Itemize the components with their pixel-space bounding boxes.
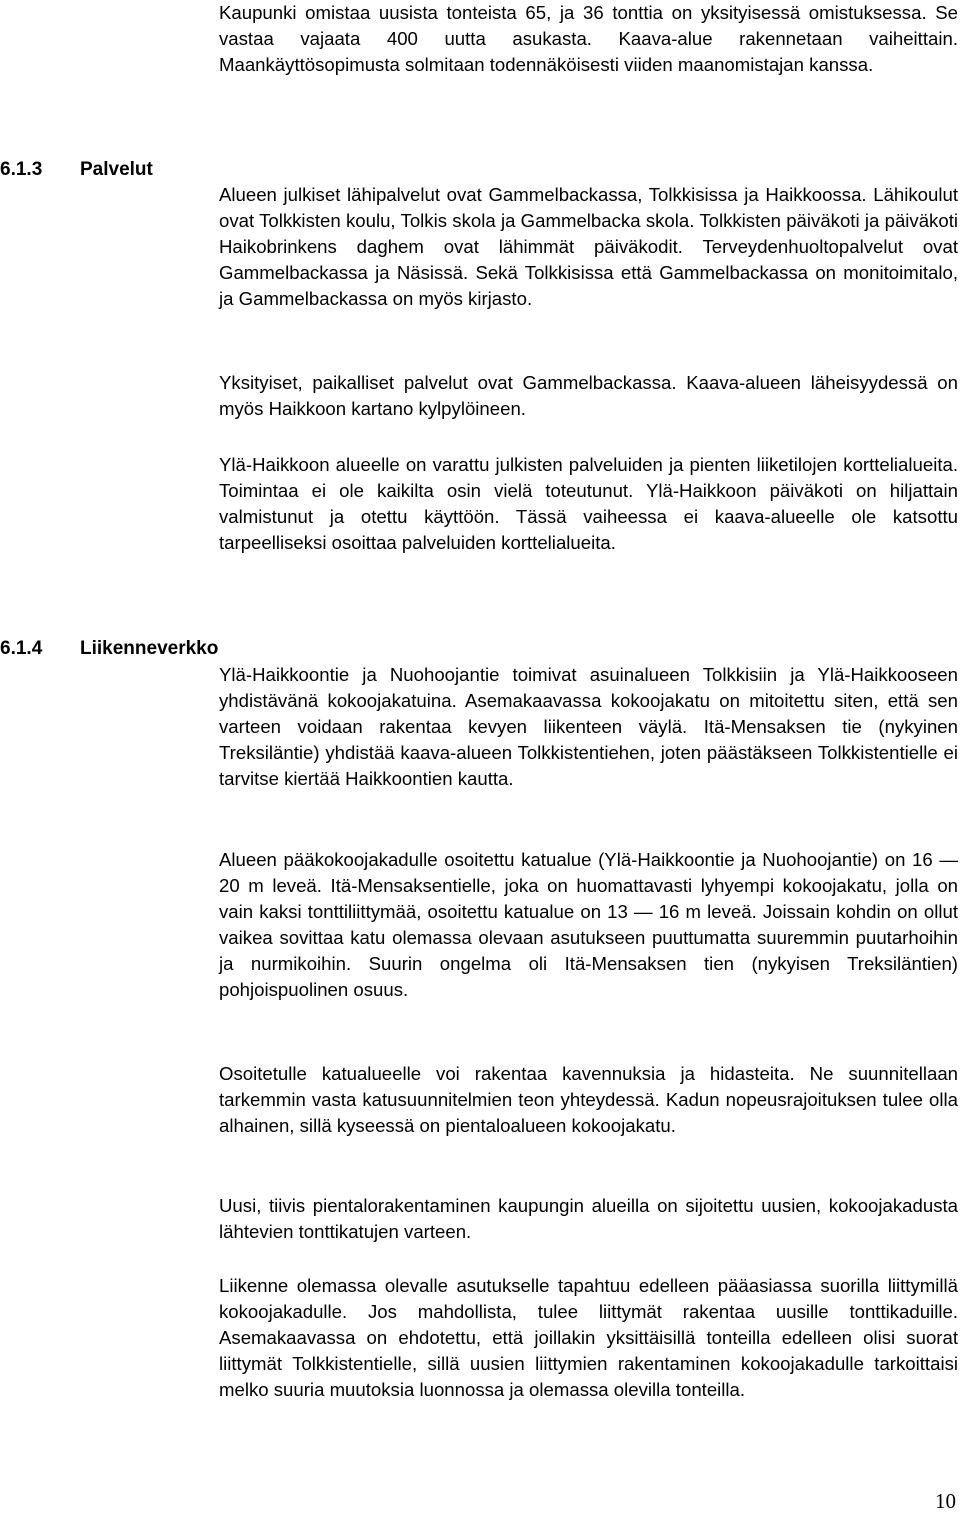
section-number: 6.1.3 <box>0 159 43 180</box>
paragraph-street-widths: Alueen pääkokoojakadulle osoitettu katualue (Ylä-Haikkoontie ja Nuohoojantie) on 16 — 20 m leveä. Itä-Mensaksentielle, joka on huomattavasti lyhyempi kokoojakatu, jolla on vain kaksi tonttiliittymää, osoitettu katualue on 13 — 16 m leveä. Joissain kohdin on ollut vaikea sovittaa katu olemassa olevaan asutukseen puuttumatta suuremmin puutarhoihin ja nurmikoihin. Suurin ongelma oli Itä-Mensaksen tien (nykyisen Treksiläntien) pohjoispuolinen osuus. <box>219 849 958 1000</box>
paragraph-new-construction: Uusi, tiivis pientalorakentaminen kaupungin alueilla on sijoitettu uusien, kokoojakadusta lähtevien tonttikatujen varteen. <box>219 1195 958 1242</box>
paragraph-collector-streets: Ylä-Haikkoontie ja Nuohoojantie toimivat asuinalueen Tolkkisiin ja Ylä-Haikkooseen yhdistävänä kokoojakatuina. Asemakaavassa kokoojakatu on mitoitettu siten, että sen varteen voidaan rakentaa kevyen liikenteen väylä. Itä-Mensaksen tie (nykyinen Treksiläntie) yhdistää kaava-alueen Tolkkistentiehen, joten päästäkseen Tolkkistentielle ei tarvitse kiertää Haikkoontien kautta. <box>219 664 958 789</box>
section-heading-palvelut <box>0 157 153 183</box>
page-number: 10 <box>935 1489 956 1513</box>
paragraph-yla-haikko-services: Ylä-Haikkoon alueelle on varattu julkisten palveluiden ja pienten liiketilojen korttelialueita. Toimintaa ei ole kaikilta osin vielä toteutunut. Ylä-Haikkoon päiväkoti on hiljattain valmistunut ja otettu käyttöön. Tässä vaiheessa ei kaava-alueelle ole katsottu tarpeelliseksi osoittaa palveluiden korttelialueita. <box>219 454 958 553</box>
paragraph-private-services: Yksityiset, paikalliset palvelut ovat Gammelbackassa. Kaava-alueen läheisyydessä on myös Haikkoon kartano kylpylöineen. <box>219 372 958 419</box>
section-title: Palvelut <box>80 159 153 180</box>
paragraph-traffic-calming: Osoitetulle katualueelle voi rakentaa kavennuksia ja hidasteita. Ne suunnitellaan tarkemmin vasta katusuunnitelmien teon yhteydessä. Kadun nopeusrajoituksen tulee olla alhainen, sillä kyseessä on pientaloalueen kokoojakatu. <box>219 1063 958 1136</box>
paragraph-plot-ownership: Kaupunki omistaa uusista tonteista 65, ja 36 tonttia on yksityisessä omistuksessa. Se vastaa vajaata 400 uutta asukasta. Kaava-alue rakennetaan vaiheittain. Maankäyttösopimusta solmitaan todennäköisesti viiden maanomistajan kanssa. <box>219 2 958 75</box>
section-heading-liikenneverkko <box>0 636 218 662</box>
paragraph-public-services: Alueen julkiset lähipalvelut ovat Gammelbackassa, Tolkkisissa ja Haikkoossa. Lähikoulut ovat Tolkkisten koulu, Tolkis skola ja Gammelbacka skola. Tolkkisten päiväkoti ja päiväkoti Haikobrinkens daghem ovat lähimmät päiväkodit. Terveydenhuoltopalvelut ovat Gammelbackassa ja Näsissä. Sekä Tolkkisissa että Gammelbackassa on monitoimitalo, ja Gammelbackassa on myös kirjasto. <box>219 184 958 309</box>
paragraph-access-connections: Liikenne olemassa olevalle asutukselle tapahtuu edelleen pääasiassa suorilla liittymillä kokoojakadulle. Jos mahdollista, tulee liittymät rakentaa uusille tonttikaduille. Asemakaavassa on ehdotettu, että joillakin yksittäisillä tonteilla edelleen olisi suorat liittymät Tolkkistentielle, sillä uusien liittymien rakentaminen kokoojakadulle tarkoittaisi melko suuria muutoksia luonnossa ja olemassa olevilla tonteilla. <box>219 1275 958 1400</box>
section-number: 6.1.4 <box>0 638 43 659</box>
section-title: Liikenneverkko <box>80 638 219 659</box>
